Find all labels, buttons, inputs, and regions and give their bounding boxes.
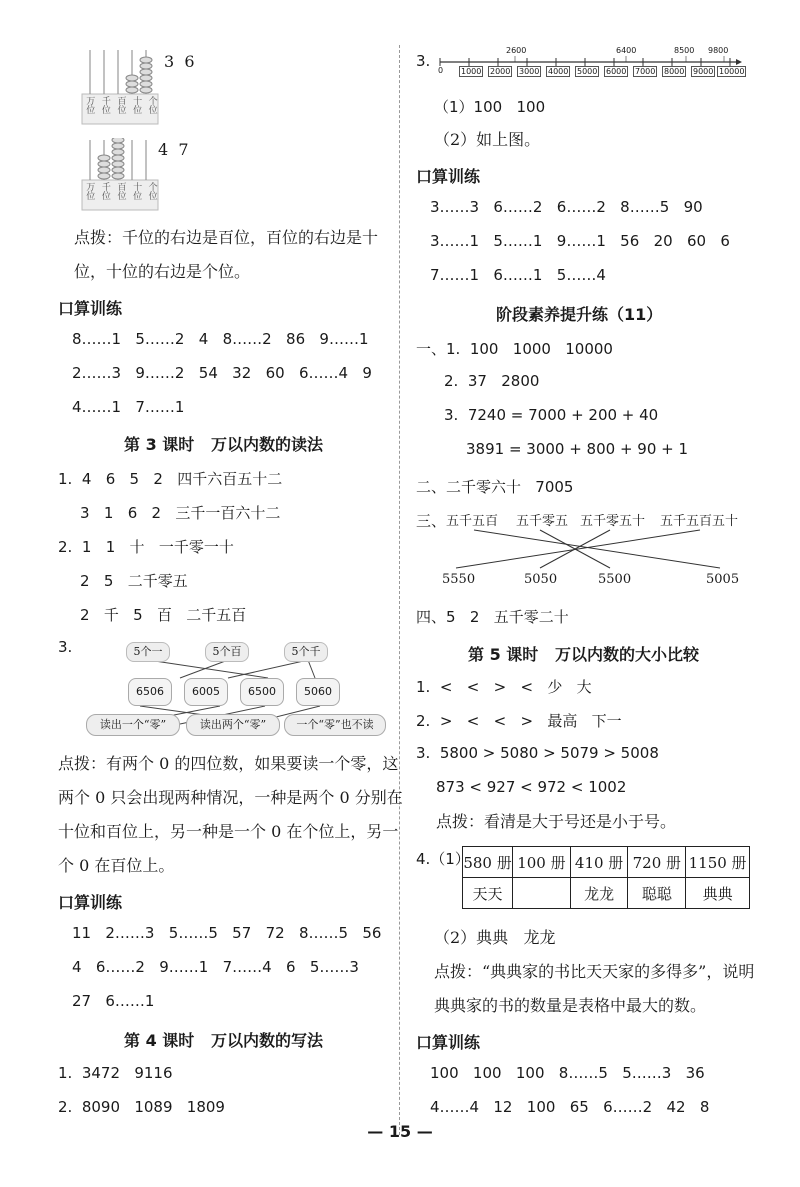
- abacus2-label-shi: 十位: [131, 182, 142, 200]
- l5-tip-2-line-2: 典典家的书的数量是表格中最大的数。: [434, 996, 707, 1015]
- s3-word-4: 五千五百五十: [660, 514, 739, 529]
- stage-title: 阶段素养提升练（11）: [496, 305, 663, 324]
- l3-q3-label: 3.: [58, 638, 73, 656]
- oral-training-1-heading: 口算训练: [58, 299, 123, 318]
- books-cell: 580 册: [463, 847, 513, 878]
- oral-2-row-3: 27 6……1: [72, 992, 155, 1010]
- r-q3-2: （2）如上图。: [434, 130, 541, 149]
- oral-1-row-3: 4……1 7……1: [72, 398, 185, 416]
- nl-box-2000: 2000: [490, 67, 511, 76]
- oral-training-3-heading: 口算训练: [416, 167, 481, 186]
- cat-5060: 5060: [296, 678, 340, 706]
- tip-1-line-2: 位，十位的右边是个位。: [74, 262, 251, 281]
- nl-top-2600: 2600: [506, 46, 527, 55]
- l3-q2-c: 2 千 5 百 二千五百: [80, 606, 247, 624]
- s3-word-3: 五千零五十: [580, 514, 646, 529]
- lesson-5-title: 第 5 课时 万以内数的大小比较: [468, 645, 699, 664]
- nl-box-1000: 1000: [461, 67, 482, 76]
- books-table-row-counts: [463, 847, 750, 878]
- nl-box-7000: 7000: [635, 67, 656, 76]
- s3-connecting-lines: [430, 528, 750, 572]
- oral-2-row-2: 4 6……2 9……1 7……4 6 5……3: [72, 958, 359, 976]
- abacus-label-bai: 百位: [115, 96, 126, 114]
- abacus-1-labels: [82, 96, 160, 114]
- s2: 二、二千零六十 7005: [416, 478, 574, 496]
- nl-box-6000: 6000: [606, 67, 627, 76]
- nl-box-3000: 3000: [519, 67, 540, 76]
- cat-6005: 6005: [184, 678, 228, 706]
- bubble-5-thousands: 5个千: [284, 642, 328, 662]
- abacus2-label-wan: 万位: [84, 182, 95, 200]
- abacus2-label-qian: 千位: [99, 182, 110, 200]
- l5-q3a: 3. 5800 > 5080 > 5079 > 5008: [416, 744, 659, 762]
- s1-2: 2. 37 2800: [444, 372, 540, 390]
- l5-tip-1: 点拨：看清是大于号还是小于号。: [436, 812, 677, 831]
- nl-box-9000: 9000: [693, 67, 714, 76]
- l3-q1-b: 3 1 6 2 三千一百六十二: [80, 504, 281, 522]
- pill-read-two-zeros: 读出两个“零”: [186, 714, 280, 736]
- cat-6500: 6500: [240, 678, 284, 706]
- s3-label: 三、: [416, 512, 447, 530]
- tip-1-line-1: 点拨：千位的右边是百位，百位的右边是十: [74, 228, 379, 247]
- oral-3-row-1: 3……3 6……2 6……2 8……5 90: [430, 198, 703, 216]
- s4: 四、5 2 五千零二十: [416, 608, 569, 626]
- books-cell: 1150 册: [686, 847, 750, 878]
- cat-6506: 6506: [128, 678, 172, 706]
- s3-word-2: 五千零五: [516, 514, 569, 529]
- books-cell: 100 册: [513, 847, 571, 878]
- s1-3b: 3891 = 3000 + 800 + 90 + 1: [466, 440, 689, 458]
- abacus-2-labels: [82, 182, 160, 200]
- oral-2-row-1: 11 2……3 5……5 57 72 8……5 56: [72, 924, 382, 942]
- s3-word-1: 五千五百: [446, 514, 499, 529]
- l4-q1: 1. 3472 9116: [58, 1064, 173, 1082]
- books-cell: 龙龙: [570, 878, 628, 909]
- oral-3-row-3: 7……1 6……1 5……4: [430, 266, 606, 284]
- r-q3-1: （1）100 100: [434, 98, 546, 116]
- abacus-label-shi: 十位: [131, 96, 142, 114]
- books-cell: 720 册: [628, 847, 686, 878]
- oral-4-row-2: 4……4 12 100 65 6……2 42 8: [430, 1098, 710, 1116]
- abacus-label-wan: 万位: [84, 96, 95, 114]
- l5-q3b: 873 < 927 < 972 < 1002: [436, 778, 627, 796]
- oral-1-row-1: 8……1 5……2 4 8……2 86 9……1: [72, 330, 369, 348]
- l5-tip-2-line-1: 点拨：“典典家的书比天天家的多得多”，说明: [434, 962, 755, 981]
- nl-box-8000: 8000: [664, 67, 685, 76]
- nl-top-6400: 6400: [616, 46, 637, 55]
- nl-top-8500: 8500: [674, 46, 695, 55]
- s1-3a: 3. 7240 = 7000 + 200 + 40: [444, 406, 659, 424]
- number-line-top-labels: [436, 48, 742, 58]
- l5-q2: 2. > < < > 最高 下一: [416, 712, 622, 730]
- l4-q2: 2. 8090 1089 1809: [58, 1098, 225, 1116]
- abacus-label-qian: 千位: [99, 96, 110, 114]
- l3-q2-a: 2. 1 1 十 一千零一十: [58, 538, 234, 556]
- nl-top-9800: 9800: [708, 46, 729, 55]
- s3-num-5550: 5550: [442, 572, 476, 587]
- books-cell: 典典: [686, 878, 750, 909]
- abacus2-label-bai: 百位: [115, 182, 126, 200]
- bubble-5-hundreds: 5个百: [205, 642, 249, 662]
- l5-q4-2: （2）典典 龙龙: [434, 928, 556, 947]
- nl-zero: 0: [438, 66, 444, 75]
- s3-num-5500: 5500: [598, 572, 632, 587]
- tip-2-line-4: 个 0 在百位上。: [58, 856, 175, 875]
- oral-1-row-2: 2……3 9……2 54 32 60 6……4 9: [72, 364, 372, 382]
- oral-training-2-heading: 口算训练: [58, 893, 123, 912]
- pill-read-one-zero: 读出一个“零”: [86, 714, 180, 736]
- books-cell: [513, 878, 571, 909]
- books-cell: 天天: [463, 878, 513, 909]
- l3-q1-a: 1. 4 6 5 2 四千六百五十二: [58, 470, 283, 488]
- l5-q1: 1. < < > < 少 大: [416, 678, 592, 696]
- tip-2-line-1: 点拨：有两个 0 的四位数，如果要读一个零，这: [58, 754, 399, 773]
- books-cell: 410 册: [570, 847, 628, 878]
- oral-training-4-heading: 口算训练: [416, 1033, 481, 1052]
- books-table: [462, 846, 750, 909]
- s1-1: 一、1. 100 1000 10000: [416, 340, 613, 358]
- abacus-1-figure: [80, 48, 160, 126]
- nl-box-4000: 4000: [548, 67, 569, 76]
- page-number: — 15 —: [367, 1122, 433, 1141]
- s3-num-5005: 5005: [706, 572, 740, 587]
- lesson-3-title: 第 3 课时 万以内数的读法: [124, 435, 323, 454]
- oral-4-row-1: 100 100 100 8……5 5……3 36: [430, 1064, 705, 1082]
- r-q3-label: 3.: [416, 52, 431, 70]
- nl-box-10000: 10000: [719, 67, 745, 76]
- column-divider: [399, 45, 400, 1135]
- books-cell: 聪聪: [628, 878, 686, 909]
- abacus2-label-ge: 个位: [146, 182, 157, 200]
- pill-read-no-zero: 一个“零”也不读: [284, 714, 386, 736]
- tip-2-line-3: 十位和百位上，另一种是一个 0 在个位上，另一: [58, 822, 399, 841]
- bubble-5-ones: 5个一: [126, 642, 170, 662]
- oral-3-row-2: 3……1 5……1 9……1 56 20 60 6: [430, 232, 730, 250]
- nl-box-5000: 5000: [577, 67, 598, 76]
- l5-q4-label: 4.（1）: [416, 850, 470, 868]
- abacus-1-answer: 3 6: [164, 52, 195, 71]
- s3-num-5050: 5050: [524, 572, 558, 587]
- books-table-row-names: [463, 878, 750, 909]
- abacus-2-figure: [80, 138, 160, 216]
- abacus-2-answer: 4 7: [158, 140, 189, 159]
- abacus-label-ge: 个位: [146, 96, 157, 114]
- lesson-4-title: 第 4 课时 万以内数的写法: [124, 1031, 323, 1050]
- tip-2-line-2: 两个 0 只会出现两种情况，一种是两个 0 分别在: [58, 788, 403, 807]
- l3-q2-b: 2 5 二千零五: [80, 572, 188, 590]
- number-line-bottom-labels: [436, 66, 745, 78]
